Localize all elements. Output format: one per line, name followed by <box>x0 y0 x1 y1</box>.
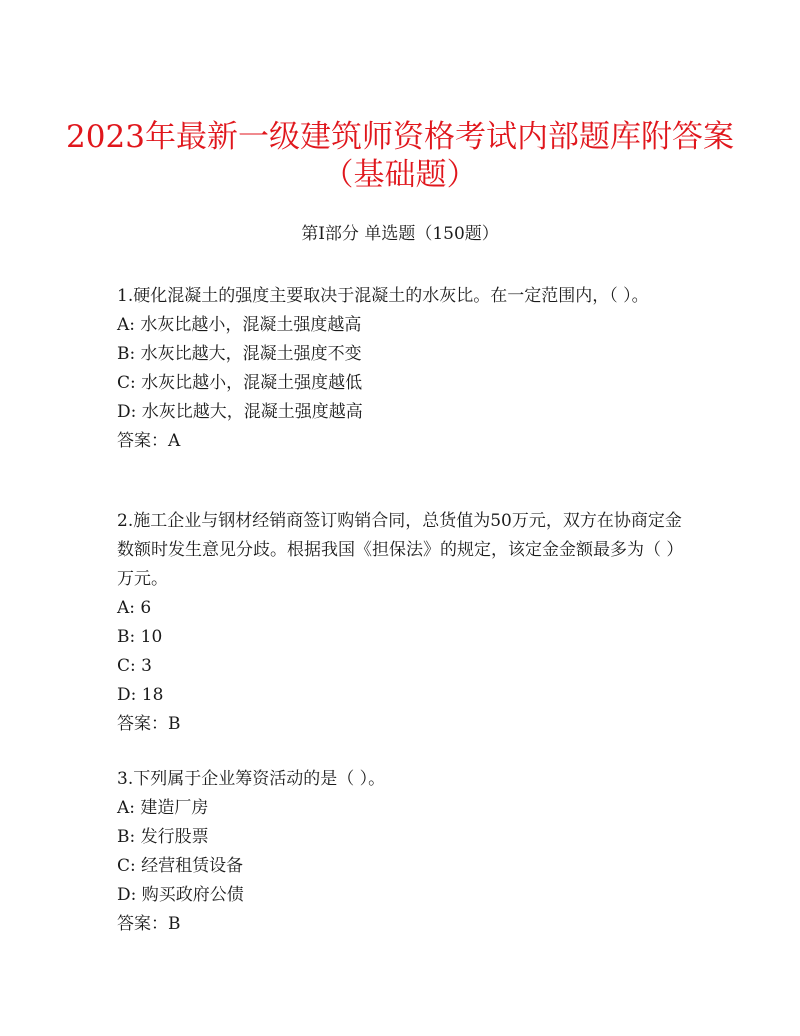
option-c: C: 经营租赁设备 <box>117 856 244 876</box>
option-a: A: 6 <box>117 598 152 618</box>
option-b: B: 10 <box>117 627 163 647</box>
answer-line: 答案：A <box>117 431 181 451</box>
option-d: D: 购买政府公债 <box>117 885 244 905</box>
question-stem: 2.施工企业与钢材经销商签订购销合同，总货值为50万元，双方在协商定金数额时发生意见分歧。根据我国《担保法》的规定，该定金金额最多为（ ）万元。 <box>117 511 684 589</box>
option-c: C: 水灰比越小，混凝土强度越低 <box>117 373 363 393</box>
option-a: A: 建造厂房 <box>117 798 209 818</box>
option-c: C: 3 <box>117 656 152 676</box>
question-1 <box>117 282 687 456</box>
answer-line: 答案：B <box>117 914 181 934</box>
answer-line: 答案：B <box>117 714 181 734</box>
question-3 <box>117 765 687 939</box>
option-b: B: 发行股票 <box>117 827 209 847</box>
option-a: A: 水灰比越小，混凝土强度越高 <box>117 315 362 335</box>
question-2 <box>117 507 687 739</box>
question-stem: 3.下列属于企业筹资活动的是（ ）。 <box>117 769 386 789</box>
option-d: D: 水灰比越大，混凝土强度越高 <box>117 402 363 422</box>
section-heading: 第I部分 单选题（150题） <box>301 224 499 244</box>
document-title: 2023年最新一级建筑师资格考试内部题库附答案（基础题） <box>66 119 734 193</box>
question-stem: 1.硬化混凝土的强度主要取决于混凝土的水灰比。在一定范围内，（ ）。 <box>117 286 649 306</box>
option-d: D: 18 <box>117 685 164 705</box>
option-b: B: 水灰比越大，混凝土强度不变 <box>117 344 362 364</box>
